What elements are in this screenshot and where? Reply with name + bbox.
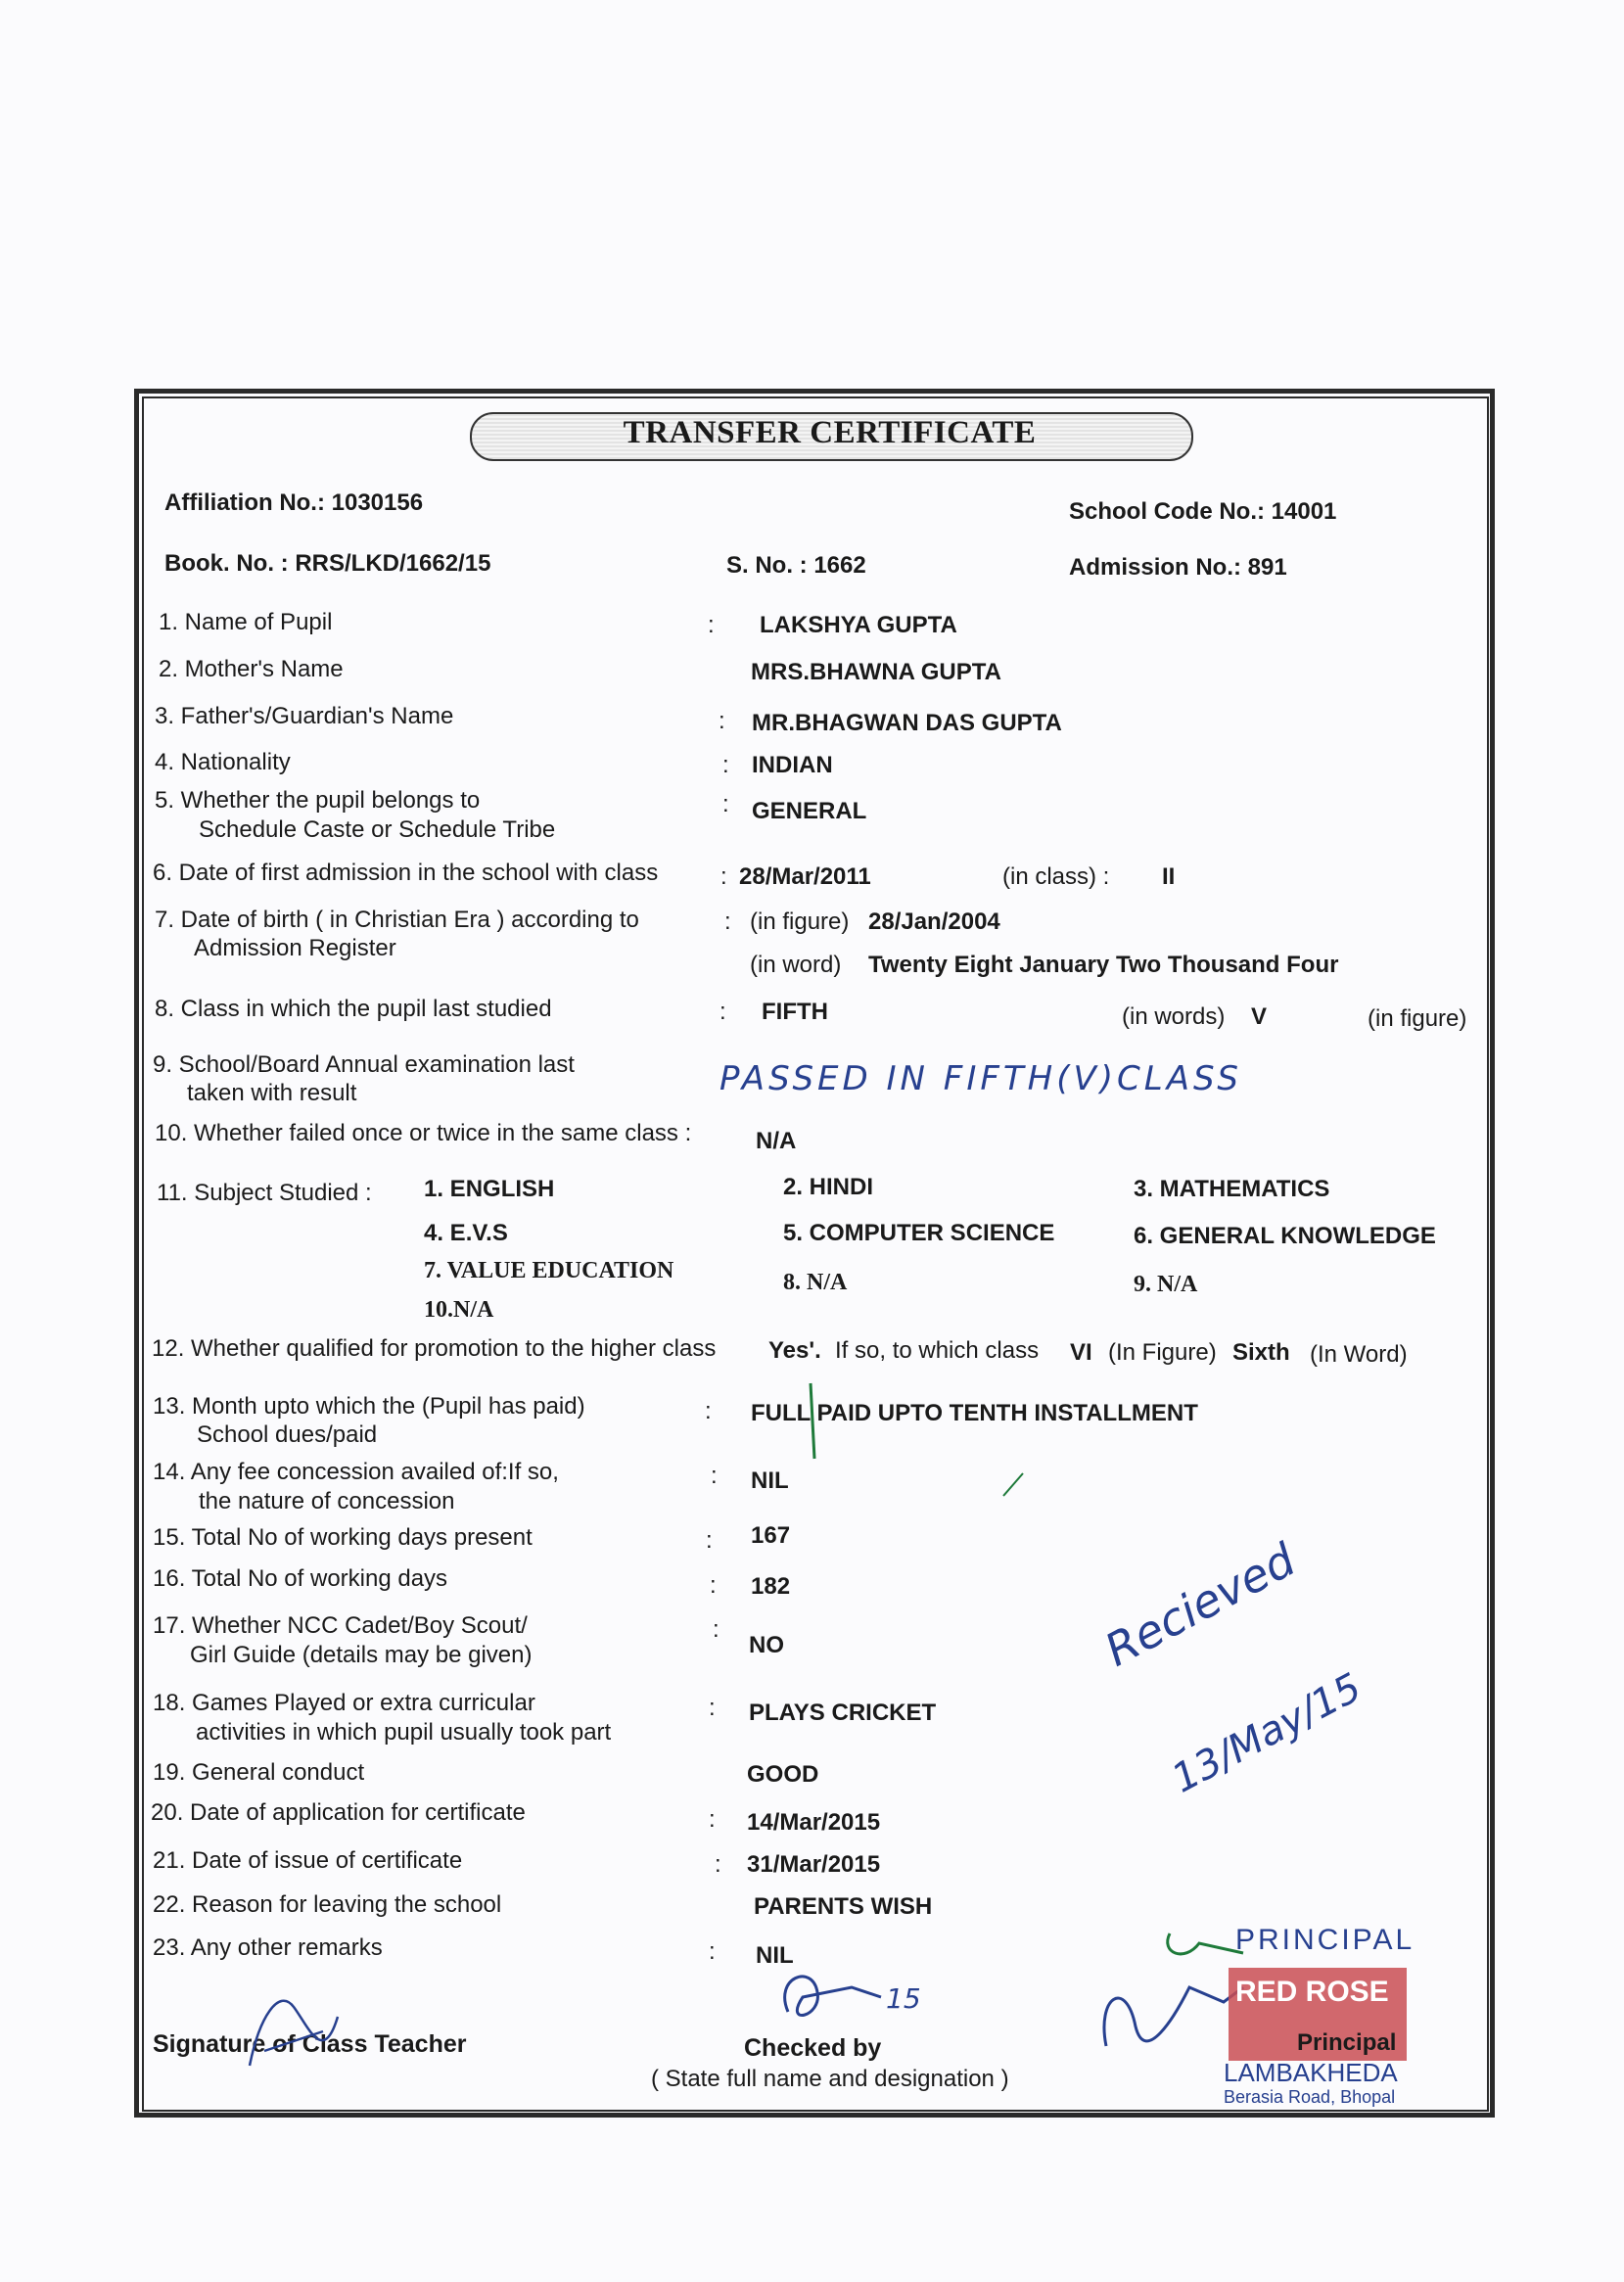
checked-date-handwriting: 15 [886,1982,921,2015]
subject-7: 7. VALUE EDUCATION [424,1258,674,1283]
field-21-label: 21. Date of issue of certificate [153,1847,463,1874]
field-19-label: 19. General conduct [153,1759,365,1786]
field-8-figure-value: V [1251,1003,1268,1030]
subject-10: 10.N/A [424,1297,494,1323]
green-tick-mark [1003,1473,1023,1496]
affiliation-number: Affiliation No.: 1030156 [164,489,424,516]
subject-8: 8. N/A [783,1270,848,1295]
principal-signature [1104,1987,1243,2046]
subject-9: 9. N/A [1134,1272,1198,1297]
field-18-value: PLAYS CRICKET [749,1700,937,1726]
field-8-figure-label: (in figure) [1368,1005,1467,1032]
received-handwriting: Recieved [1096,1532,1304,1677]
field-10-label: 10. Whether failed once or twice in the same class : [155,1120,692,1146]
received-date-handwriting: 13/May/15 [1165,1664,1369,1802]
field-23-label: 23. Any other remarks [153,1934,383,1961]
school-code: School Code No.: 14001 [1069,498,1337,525]
book-number: Book. No. : RRS/LKD/1662/15 [164,550,491,577]
colon: : [708,612,715,638]
stamp-road: Berasia Road, Bhopal [1224,2087,1396,2107]
field-8-label: 8. Class in which the pupil last studied [155,996,552,1022]
checker-signature [785,1977,881,2016]
field-5-value: GENERAL [752,798,867,824]
colon: : [713,1616,719,1643]
stamp-principal-title: PRINCIPAL [1235,1924,1415,1956]
field-16-label: 16. Total No of working days [153,1565,448,1592]
subject-4: 4. E.V.S [424,1220,508,1246]
colon: : [719,999,726,1025]
checked-by-label: Checked by [744,2034,882,2062]
field-3-label: 3. Father's/Guardian's Name [155,703,454,729]
field-7-word-label: (in word) [750,952,842,978]
principal-label: Principal [1297,2029,1397,2056]
field-1-value: LAKSHYA GUPTA [760,612,957,638]
colon: : [709,1806,716,1833]
field-17-label-line2: Girl Guide (details may be given) [190,1642,533,1668]
field-12-in-word: (In Word) [1310,1341,1408,1368]
field-13-value: FULL PAID UPTO TENTH INSTALLMENT [751,1400,1198,1426]
field-11-label: 11. Subject Studied : [157,1180,372,1206]
field-15-label: 15. Total No of working days present [153,1524,533,1551]
field-20-label: 20. Date of application for certificate [151,1799,526,1826]
field-5-label-line1: 5. Whether the pupil belongs to [155,787,481,814]
colon: : [719,708,725,734]
field-7-figure-value: 28/Jan/2004 [868,908,1000,935]
colon: : [722,791,729,817]
certificate-title: TRANSFER CERTIFICATE [623,415,1037,450]
class-teacher-signature-label: Signature of Class Teacher [153,2030,467,2058]
field-17-label-line1: 17. Whether NCC Cadet/Boy Scout/ [153,1612,528,1639]
field-20-value: 14/Mar/2015 [747,1809,881,1836]
colon: : [709,1695,716,1721]
field-14-label-line2: the nature of concession [199,1488,455,1514]
field-6-class-label: (in class) : [1002,863,1110,890]
field-12-yes: Yes'. [768,1337,821,1364]
field-13-label-line2: School dues/paid [197,1421,378,1448]
field-22-label: 22. Reason for leaving the school [153,1891,502,1918]
colon: : [710,1572,717,1599]
field-4-label: 4. Nationality [155,749,291,775]
colon: : [720,863,727,890]
field-9-handwritten-value: PASSED IN FIFTH(V)CLASS [719,1059,1242,1098]
field-7-word-value: Twenty Eight January Two Thousand Four [868,952,1339,978]
field-16-value: 182 [751,1573,791,1600]
field-7-label-line2: Admission Register [194,935,396,961]
field-12-class: VI [1070,1339,1092,1366]
colon: : [722,752,729,778]
colon: : [705,1398,712,1424]
field-5-label-line2: Schedule Caste or Schedule Tribe [199,816,556,843]
field-2-label: 2. Mother's Name [159,656,344,682]
field-13-label-line1: 13. Month upto which the (Pupil has paid) [153,1393,585,1420]
colon: : [711,1463,718,1489]
stamp-school-name: RED ROSE [1235,1976,1389,2008]
field-7-figure-label: (in figure) [750,908,850,935]
field-2-value: MRS.BHAWNA GUPTA [751,659,1001,685]
field-12-question: If so, to which class [835,1337,1040,1364]
colon: : [715,1851,721,1878]
green-tick-mark [811,1383,814,1459]
colon: : [709,1938,716,1965]
field-21-value: 31/Mar/2015 [747,1851,881,1878]
field-10-value: N/A [756,1128,797,1154]
serial-number: S. No. : 1662 [726,552,866,579]
field-9-label-line2: taken with result [187,1080,357,1106]
class-teacher-signature [250,2001,338,2066]
field-15-value: 167 [751,1522,791,1549]
field-9-label-line1: 9. School/Board Annual examination last [153,1051,575,1078]
field-6-value: 28/Mar/2011 [739,863,871,890]
field-14-label-line1: 14. Any fee concession availed of:If so, [153,1459,559,1485]
field-23-value: NIL [756,1942,794,1969]
field-12-word: Sixth [1232,1339,1290,1366]
subject-1: 1. ENGLISH [424,1176,555,1202]
field-3-value: MR.BHAGWAN DAS GUPTA [752,710,1062,736]
stamp-place: LAMBAKHEDA [1224,2058,1398,2087]
colon: : [724,908,731,935]
admission-number: Admission No.: 891 [1069,554,1287,581]
field-12-label: 12. Whether qualified for promotion to the higher class [152,1335,717,1362]
field-19-value: GOOD [747,1761,819,1788]
subject-6: 6. GENERAL KNOWLEDGE [1134,1223,1436,1249]
field-4-value: INDIAN [752,752,833,778]
checked-by-note: ( State full name and designation ) [651,2066,1009,2092]
principal-initials [1168,1933,1243,1954]
field-18-label-line2: activities in which pupil usually took part [196,1719,612,1746]
field-6-class-value: II [1162,863,1176,890]
field-14-value: NIL [751,1467,789,1494]
field-6-label: 6. Date of first admission in the school with class [153,860,659,886]
subject-3: 3. MATHEMATICS [1134,1176,1330,1202]
field-1-label: 1. Name of Pupil [159,609,333,635]
field-22-value: PARENTS WISH [754,1893,933,1920]
colon: : [706,1527,713,1554]
subject-5: 5. COMPUTER SCIENCE [783,1220,1055,1246]
field-17-value: NO [749,1632,784,1658]
field-8-value: FIFTH [762,999,828,1025]
subject-2: 2. HINDI [783,1174,874,1200]
field-12-in-figure: (In Figure) [1108,1339,1217,1366]
field-7-label-line1: 7. Date of birth ( in Christian Era ) according to [155,907,639,933]
field-18-label-line1: 18. Games Played or extra curricular [153,1690,535,1716]
field-8-words-label: (in words) [1122,1003,1226,1030]
